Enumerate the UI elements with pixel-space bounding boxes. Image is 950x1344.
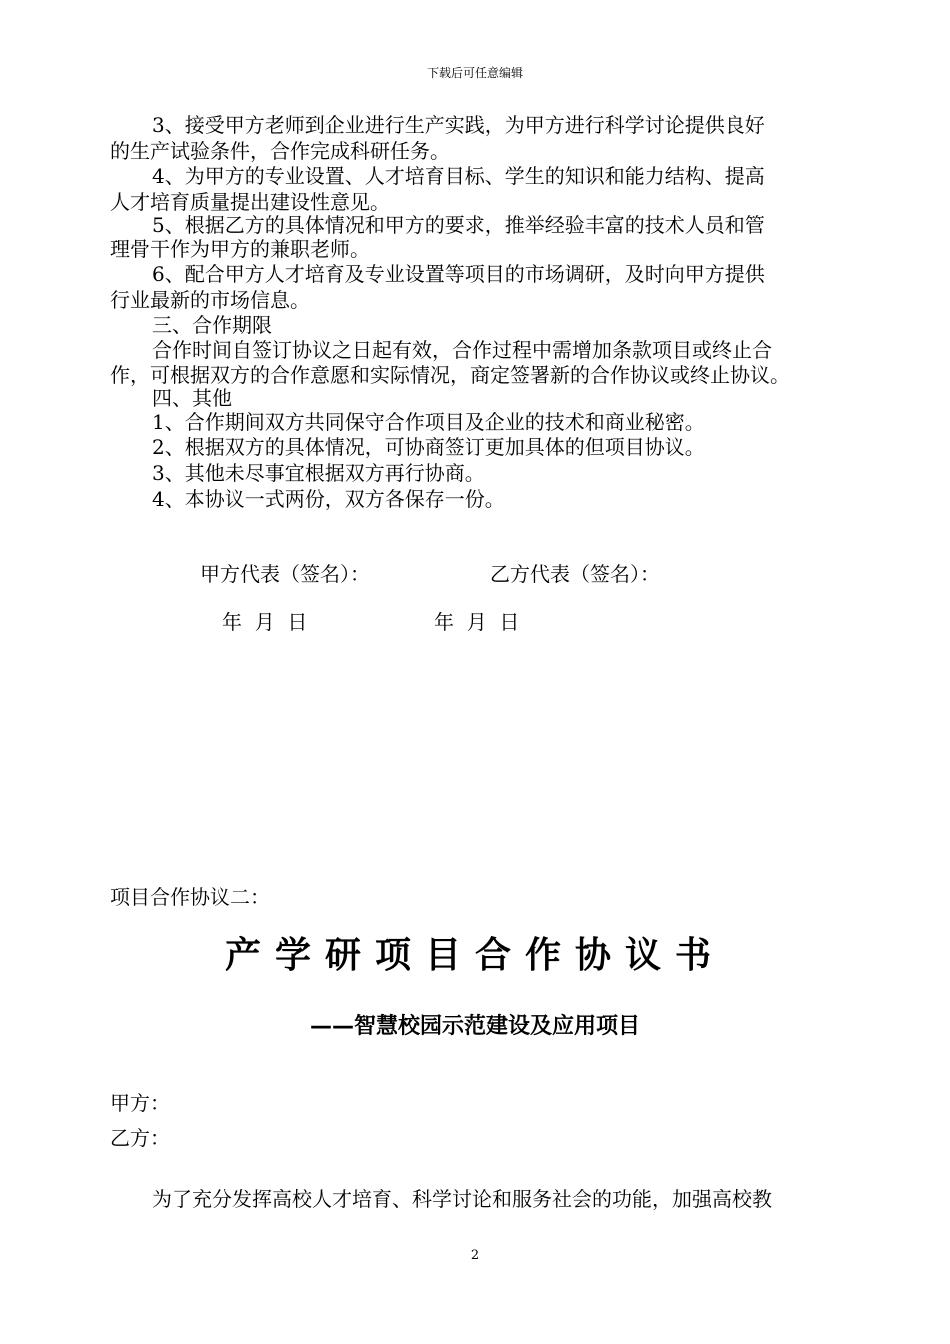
document-title: 产学研项目合作协议书 <box>224 935 725 976</box>
agreement-2-label: 项目合作协议二： <box>110 885 270 909</box>
item-3-line-1: 3、接受甲方老师到企业进行生产实践，为甲方进行科学讨论提供良好 <box>152 113 765 137</box>
page-header: 下载后可任意编辑 <box>426 66 523 80</box>
party-a-field: 甲方： <box>110 1091 170 1115</box>
party-a-date: 年 月 日 <box>222 610 308 634</box>
section-3-line-1: 合作时间自签订协议之日起有效，合作过程中需增加条款项目或终止合 <box>152 338 772 362</box>
intro-paragraph: 为了充分发挥高校人才培育、科学讨论和服务社会的功能，加强高校教 <box>152 1187 772 1211</box>
item-4-line-1: 4、为甲方的专业设置、人才培育目标、学生的知识和能力结构、提高 <box>152 164 765 188</box>
section-4-item-2: 2、根据双方的具体情况，可协商签订更加具体的但项目协议。 <box>152 435 705 459</box>
item-5-line-1: 5、根据乙方的具体情况和甲方的要求，推举经验丰富的技术人员和管 <box>152 213 765 237</box>
item-6-line-2: 行业最新的市场信息。 <box>110 288 310 312</box>
section-3-line-2: 作，可根据双方的合作意愿和实际情况，商定签署新的合作协议或终止协议。 <box>110 363 790 387</box>
item-3-line-2: 的生产试验条件，合作完成科研任务。 <box>110 139 450 163</box>
item-6-line-1: 6、配合甲方人才培育及专业设置等项目的市场调研，及时向甲方提供 <box>152 262 765 286</box>
section-4-heading: 四、其他 <box>152 386 232 410</box>
page-number: 2 <box>470 1248 480 1263</box>
item-5-line-2: 理骨干作为甲方的兼职老师。 <box>110 237 370 261</box>
section-3-heading: 三、合作期限 <box>152 313 272 337</box>
party-b-date: 年 月 日 <box>434 610 520 634</box>
section-4-item-3: 3、其他未尽事宜根据双方再行协商。 <box>152 461 485 485</box>
party-a-signature-label: 甲方代表（签名）： <box>200 562 370 586</box>
item-4-line-2: 人才培育质量提出建设性意见。 <box>110 190 390 214</box>
section-4-item-4: 4、本协议一式两份，双方各保存一份。 <box>152 487 505 511</box>
party-b-signature-label: 乙方代表（签名）： <box>490 562 660 586</box>
document-subtitle: ——智慧校园示范建设及应用项目 <box>309 1014 640 1039</box>
section-4-item-1: 1、合作期间双方共同保守合作项目及企业的技术和商业秘密。 <box>152 410 705 434</box>
party-b-field: 乙方： <box>110 1126 170 1150</box>
